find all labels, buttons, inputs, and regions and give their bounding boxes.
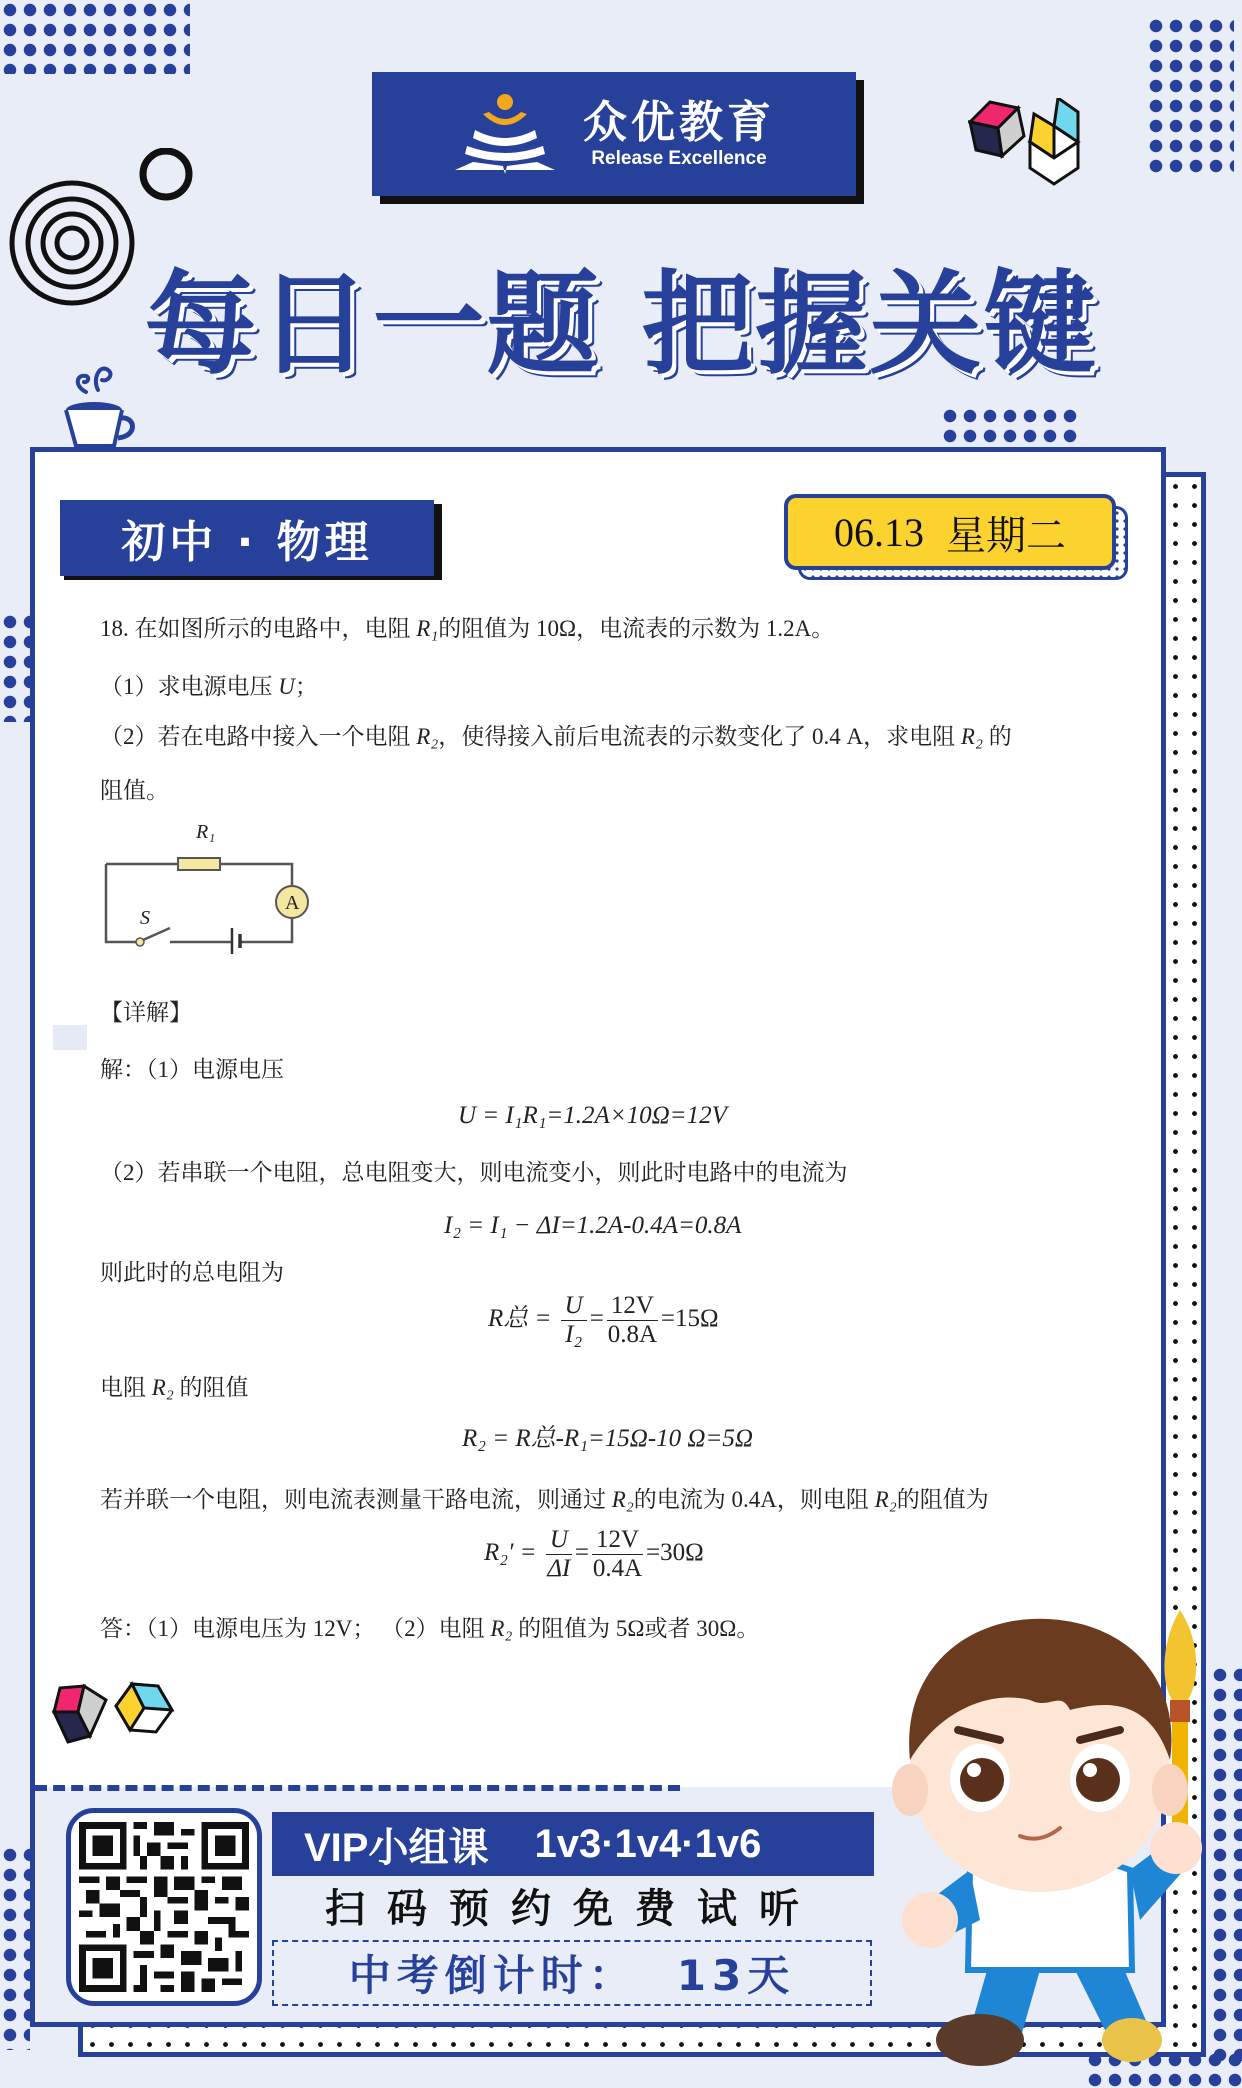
qr-code[interactable]: [66, 1808, 262, 2006]
dot-pattern-top-left: [0, 0, 190, 74]
question-part-2-continued: 阻值。: [100, 778, 169, 803]
solution-step-2: （2）若串联一个电阻，总电阻变大，则电流变小，则此时电路中的电流为: [100, 1160, 848, 1185]
exam-countdown: [272, 1940, 872, 2006]
resistor-label: R₁: [196, 821, 216, 843]
switch-label: S: [140, 907, 150, 929]
brand-name-cn: 众优教育: [583, 97, 775, 148]
solution-heading: 【详解】: [100, 1000, 192, 1025]
question-part-1: （1）求电源电压 U；: [100, 674, 318, 699]
solution-step-3: 则此时的总电阻为: [100, 1260, 284, 1285]
formula-current: I₂ = I₁ − ΔI=1.2A-0.4A=0.8A: [444, 1212, 742, 1239]
vip-label: VIP小组课: [304, 1825, 489, 1870]
resistor-icon: [178, 858, 220, 870]
question-part-2: （2）若在电路中接入一个电阻 R₂，使得接入前后电流表的示数变化了 0.4 A，求电阻 R₂ 的: [100, 724, 1012, 749]
formula-total-resistance: R总 = $\frac{U}{\text{I₂}}$ = $\frac{12V}{0.8A}$ =15Ω: [488, 1292, 719, 1348]
dot-pattern-under-headline: [940, 406, 1080, 446]
brand-logo: [372, 72, 856, 196]
formula-r2-parallel: R₂′ = $\frac{U}{\Delta I}$ = $\frac{12V}{0.4A}$ =30Ω: [484, 1526, 704, 1582]
solution-answer: 答：（1）电源电压为 12V； （2）电阻 R₂ 的阻值为 5Ω或者 30Ω。: [100, 1616, 760, 1641]
countdown-value: 13天: [676, 1951, 796, 2000]
subject-label: 初中 · 物理: [60, 500, 434, 576]
solution-step-5: 若并联一个电阻，则电流表测量干路电流，则通过 R₂的电流为 0.4A，则电阻 R₂的阻值为: [100, 1487, 989, 1512]
page-headline: 每日一题 把握关键: [144, 260, 1098, 390]
dot-pattern-left-bottom: [0, 1845, 30, 2050]
solution-step-1: 解：（1）电源电压: [100, 1057, 284, 1082]
cubes-icon-bottom: [50, 1680, 174, 1750]
date-badge: [784, 494, 1116, 570]
question-statement: 18. 在如图所示的电路中，电阻 R₁的阻值为 10Ω，电流表的示数为 1.2A。: [100, 616, 835, 641]
ammeter-label: A: [285, 892, 300, 914]
brand-logo-icon: [453, 92, 557, 176]
vip-course-banner: [272, 1812, 874, 1876]
dot-pattern-left-mid: [0, 612, 30, 722]
promo-divider: [35, 1785, 680, 1791]
countdown-label: 中考倒计时：: [348, 1951, 637, 2000]
vip-formats: 1v3·1v4·1v6: [534, 1821, 762, 1866]
question-number: 18.: [100, 616, 129, 641]
date-day: 06.13: [834, 509, 924, 555]
circuit-diagram: [100, 818, 310, 958]
faint-marker: [53, 1025, 87, 1050]
brand-name-en: Release Excellence: [591, 148, 767, 169]
formula-r2-series: R₂ = R总-R₁=15Ω-10 Ω=5Ω: [462, 1425, 753, 1452]
solution-step-4: 电阻 R₂ 的阻值: [100, 1375, 249, 1400]
cubes-icon: [968, 98, 1088, 190]
mascot-illustration: [870, 1600, 1215, 2080]
scan-to-book-text: 扫码预约免费试听: [325, 1886, 821, 1932]
date-weekday: 星期二: [946, 512, 1066, 558]
qr-code-icon: [79, 1821, 249, 1993]
formula-voltage: U = I₁R₁=1.2A×10Ω=12V: [458, 1102, 727, 1129]
dot-pattern-top-right: [1146, 16, 1234, 174]
